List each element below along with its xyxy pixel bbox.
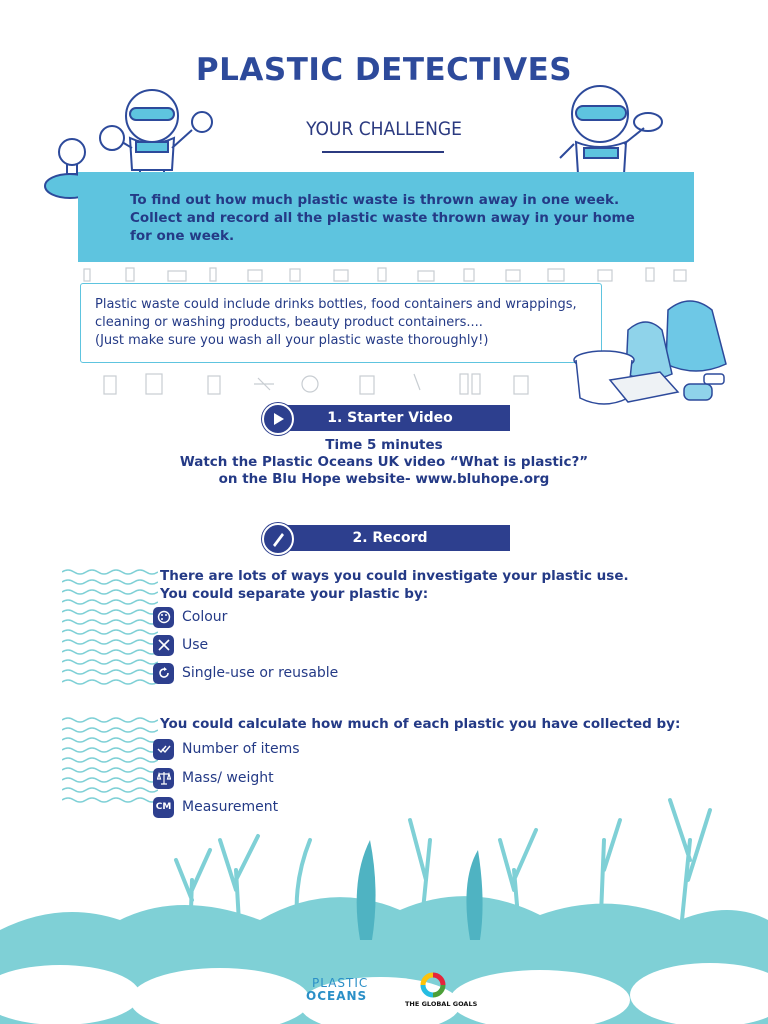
pencil-icon (262, 523, 294, 555)
plastic-items-row-top (78, 266, 694, 282)
wave-pattern (62, 568, 158, 686)
list-item-label: Mass/ weight (182, 770, 274, 786)
list-item-label: Measurement (182, 799, 279, 815)
calculate-intro: You could calculate how much of each plastic you have collected by: (160, 716, 681, 732)
record-intro (160, 567, 740, 603)
list-item-label: Use (182, 637, 209, 653)
plastic-items-row-bottom (98, 370, 558, 396)
starter-video-line: Watch the Plastic Oceans UK video “What is plastic?” (179, 454, 589, 470)
cutlery-icon (153, 635, 174, 656)
starter-video-label: 1. Starter Video (327, 410, 453, 426)
global-goals-logo-text: THE GLOBAL GOALS (405, 1000, 478, 1008)
plastic-oceans-logo-line1: PLASTIC (312, 976, 369, 990)
waste-info-line: (Just make sure you wash all your plastic waste thoroughly!) (95, 333, 489, 348)
list-item (153, 606, 553, 628)
record-intro-line: You could separate your plastic by: (160, 586, 429, 602)
play-icon (262, 403, 294, 435)
starter-video-line: Time 5 minutes (325, 437, 443, 453)
plastic-oceans-logo-line2: OCEANS (306, 989, 368, 1003)
waste-info-line: Plastic waste could include drinks bottles, food containers and wrappings, (95, 297, 577, 312)
refresh-icon (153, 663, 174, 684)
starter-video-banner (270, 405, 510, 431)
cm-icon: CM (153, 797, 174, 818)
record-intro-line: There are lots of ways you could investigate your plastic use. (160, 568, 629, 584)
subtitle-underline (322, 151, 444, 153)
record-label: 2. Record (352, 530, 428, 546)
record-banner (270, 525, 510, 551)
challenge-line: for one week. (130, 228, 235, 244)
list-item (153, 738, 553, 760)
checkmarks-icon (153, 739, 174, 760)
starter-video-line: on the Blu Hope website- www.bluhope.org (218, 471, 550, 487)
separate-by-list (153, 605, 553, 684)
subtitle: YOUR CHALLENGE (306, 118, 462, 140)
waste-info-text (95, 296, 615, 350)
list-item (153, 662, 553, 684)
waste-info-line: cleaning or washing products, beauty product containers.... (95, 315, 483, 330)
list-item (153, 634, 553, 656)
challenge-text (130, 191, 670, 245)
page-title: PLASTIC DETECTIVES (195, 52, 573, 88)
coral-reef-illustration (0, 780, 768, 1024)
starter-video-text (0, 437, 768, 488)
palette-icon (153, 607, 174, 628)
global-goals-wheel-icon (420, 972, 446, 998)
plastic-waste-illustration (570, 288, 760, 418)
list-item-label: Colour (182, 609, 228, 625)
challenge-line: To find out how much plastic waste is thrown away in one week. (130, 192, 620, 208)
challenge-line: Collect and record all the plastic waste thrown away in your home (130, 210, 635, 226)
list-item-label: Number of items (182, 741, 300, 757)
plastic-oceans-logo (306, 977, 368, 1003)
list-item-label: Single-use or reusable (182, 665, 339, 681)
